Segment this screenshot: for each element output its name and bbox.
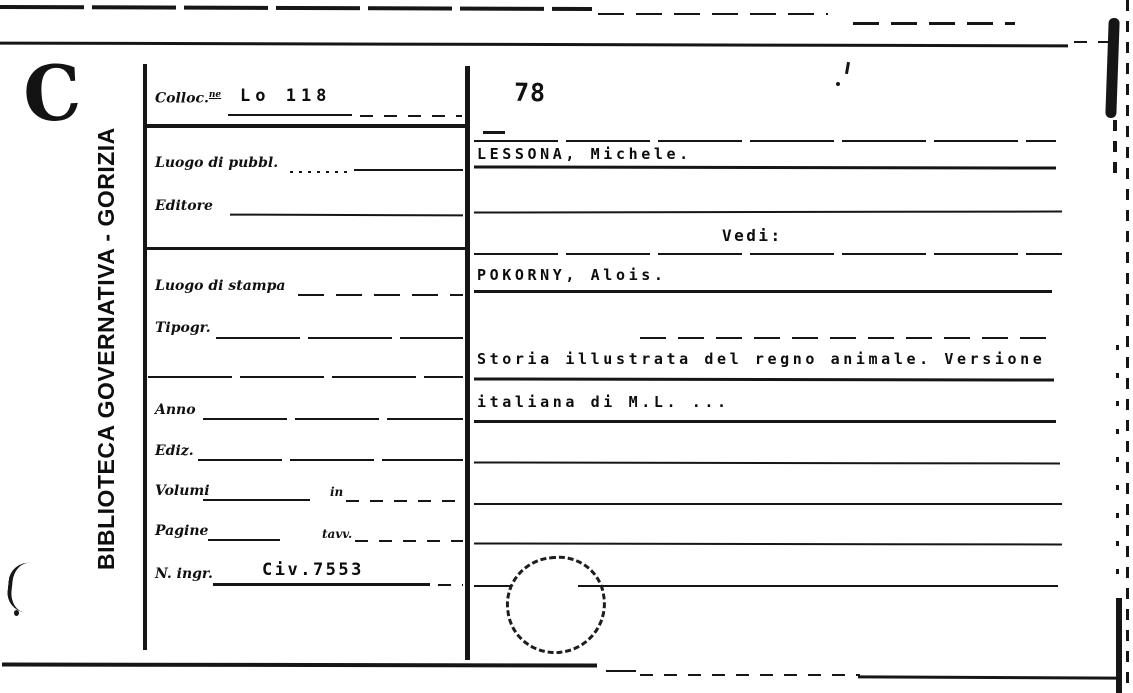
luogo-pubbl-dotted-line xyxy=(290,171,352,173)
row-line-8-right xyxy=(578,585,1058,587)
bottom-scan-dash xyxy=(606,670,636,672)
top-scan-line-1 xyxy=(0,5,592,11)
field-value-colloc: Lo 118 xyxy=(240,86,332,106)
bottom-left-hook-mark xyxy=(5,561,36,613)
volumi-line-a xyxy=(203,499,310,501)
field-label-luogo-pubbl: Luogo di pubbl. xyxy=(155,155,279,171)
bottom-left-dot xyxy=(14,610,19,616)
row-line-5 xyxy=(474,461,1060,464)
right-edge-dashed-line-2 xyxy=(1116,345,1119,590)
title-line-1-underline xyxy=(474,377,1054,381)
top-scan-line-2-dash xyxy=(1074,41,1110,43)
mid-row-line xyxy=(148,376,463,378)
entry-line-top xyxy=(474,140,1056,142)
library-name-vertical: BIBLIOTECA GOVERNATIVA - GORIZIA xyxy=(93,127,119,571)
anno-line xyxy=(203,418,463,420)
field-label-volumi-in: in xyxy=(330,485,344,499)
entry-heading-underline xyxy=(474,165,1056,169)
n-ingr-line xyxy=(213,583,430,586)
field-label-volumi: Volumi xyxy=(155,483,210,499)
tipogr-line xyxy=(216,337,463,339)
bottom-scan-line-mid xyxy=(640,674,860,676)
title-line-1: Storia illustrata del regno animale. Versione xyxy=(477,350,1046,368)
field-label-luogo-stampa: Luogo di stampa xyxy=(155,278,286,294)
colloc-underline xyxy=(228,114,352,116)
field-label-tipogr: Tipogr. xyxy=(155,320,211,336)
row-line-8-left xyxy=(474,585,512,587)
right-edge-blob xyxy=(1105,18,1119,118)
pagine-line-a xyxy=(208,539,280,541)
field-label-editore: Editore xyxy=(155,198,213,214)
bottom-scan-line-right xyxy=(858,675,1118,679)
tick-mark xyxy=(845,62,850,74)
entry-heading: LESSONA, Michele. xyxy=(477,145,692,163)
top-scan-line-1b xyxy=(598,13,828,15)
section-divider-thick xyxy=(143,247,470,250)
field-label-colloc-text: Colloc. xyxy=(155,90,209,107)
n-ingr-line-dash xyxy=(438,584,463,586)
see-target-underline xyxy=(474,290,1052,293)
field-label-n-ingr: N. ingr. xyxy=(155,566,213,582)
field-label-pagine: Pagine xyxy=(155,523,209,539)
see-reference-target: POKORNY, Alois. xyxy=(477,266,667,284)
speck-dot xyxy=(836,82,840,86)
title-line-2-underline xyxy=(474,420,1056,423)
row-line-2 xyxy=(474,210,1062,213)
colloc-underline-dashes xyxy=(360,115,462,117)
ediz-line xyxy=(198,459,463,461)
card-column-divider xyxy=(465,66,470,660)
editore-line xyxy=(230,214,463,217)
luogo-stampa-line xyxy=(298,294,463,296)
colloc-row-divider xyxy=(143,124,470,128)
field-label-colloc xyxy=(155,90,221,107)
field-label-ediz: Ediz. xyxy=(155,443,194,459)
volumi-line-b xyxy=(346,500,463,502)
card-left-border xyxy=(143,64,147,650)
row-line-6 xyxy=(474,503,1062,505)
field-label-anno: Anno xyxy=(155,402,196,418)
round-stamp-outline xyxy=(501,551,611,659)
top-scan-dashes xyxy=(853,22,1015,25)
top-scan-line-2 xyxy=(0,42,1068,48)
row-line-3 xyxy=(474,253,1062,255)
bottom-scan-line-left xyxy=(2,662,597,667)
pagine-line-b xyxy=(355,540,463,542)
handwritten-c-mark: C xyxy=(21,47,84,140)
right-edge-dashed-line xyxy=(1126,0,1129,693)
luogo-pubbl-line xyxy=(354,169,463,171)
field-value-n-ingr: Civ.7553 xyxy=(262,560,364,580)
see-reference-label: Vedi: xyxy=(722,226,783,245)
row-line-7 xyxy=(474,542,1062,545)
right-edge-blob-tail xyxy=(1113,120,1117,178)
field-label-pagine-tavv: tavv. xyxy=(322,527,353,541)
title-line-2: italiana di M.L. ... xyxy=(477,393,730,411)
colloc-row-divider-dash xyxy=(483,131,505,134)
row-line-4-dashes xyxy=(640,337,1058,339)
handwritten-page-number: 78 xyxy=(513,77,547,108)
field-label-colloc-sup: ne xyxy=(208,90,222,100)
